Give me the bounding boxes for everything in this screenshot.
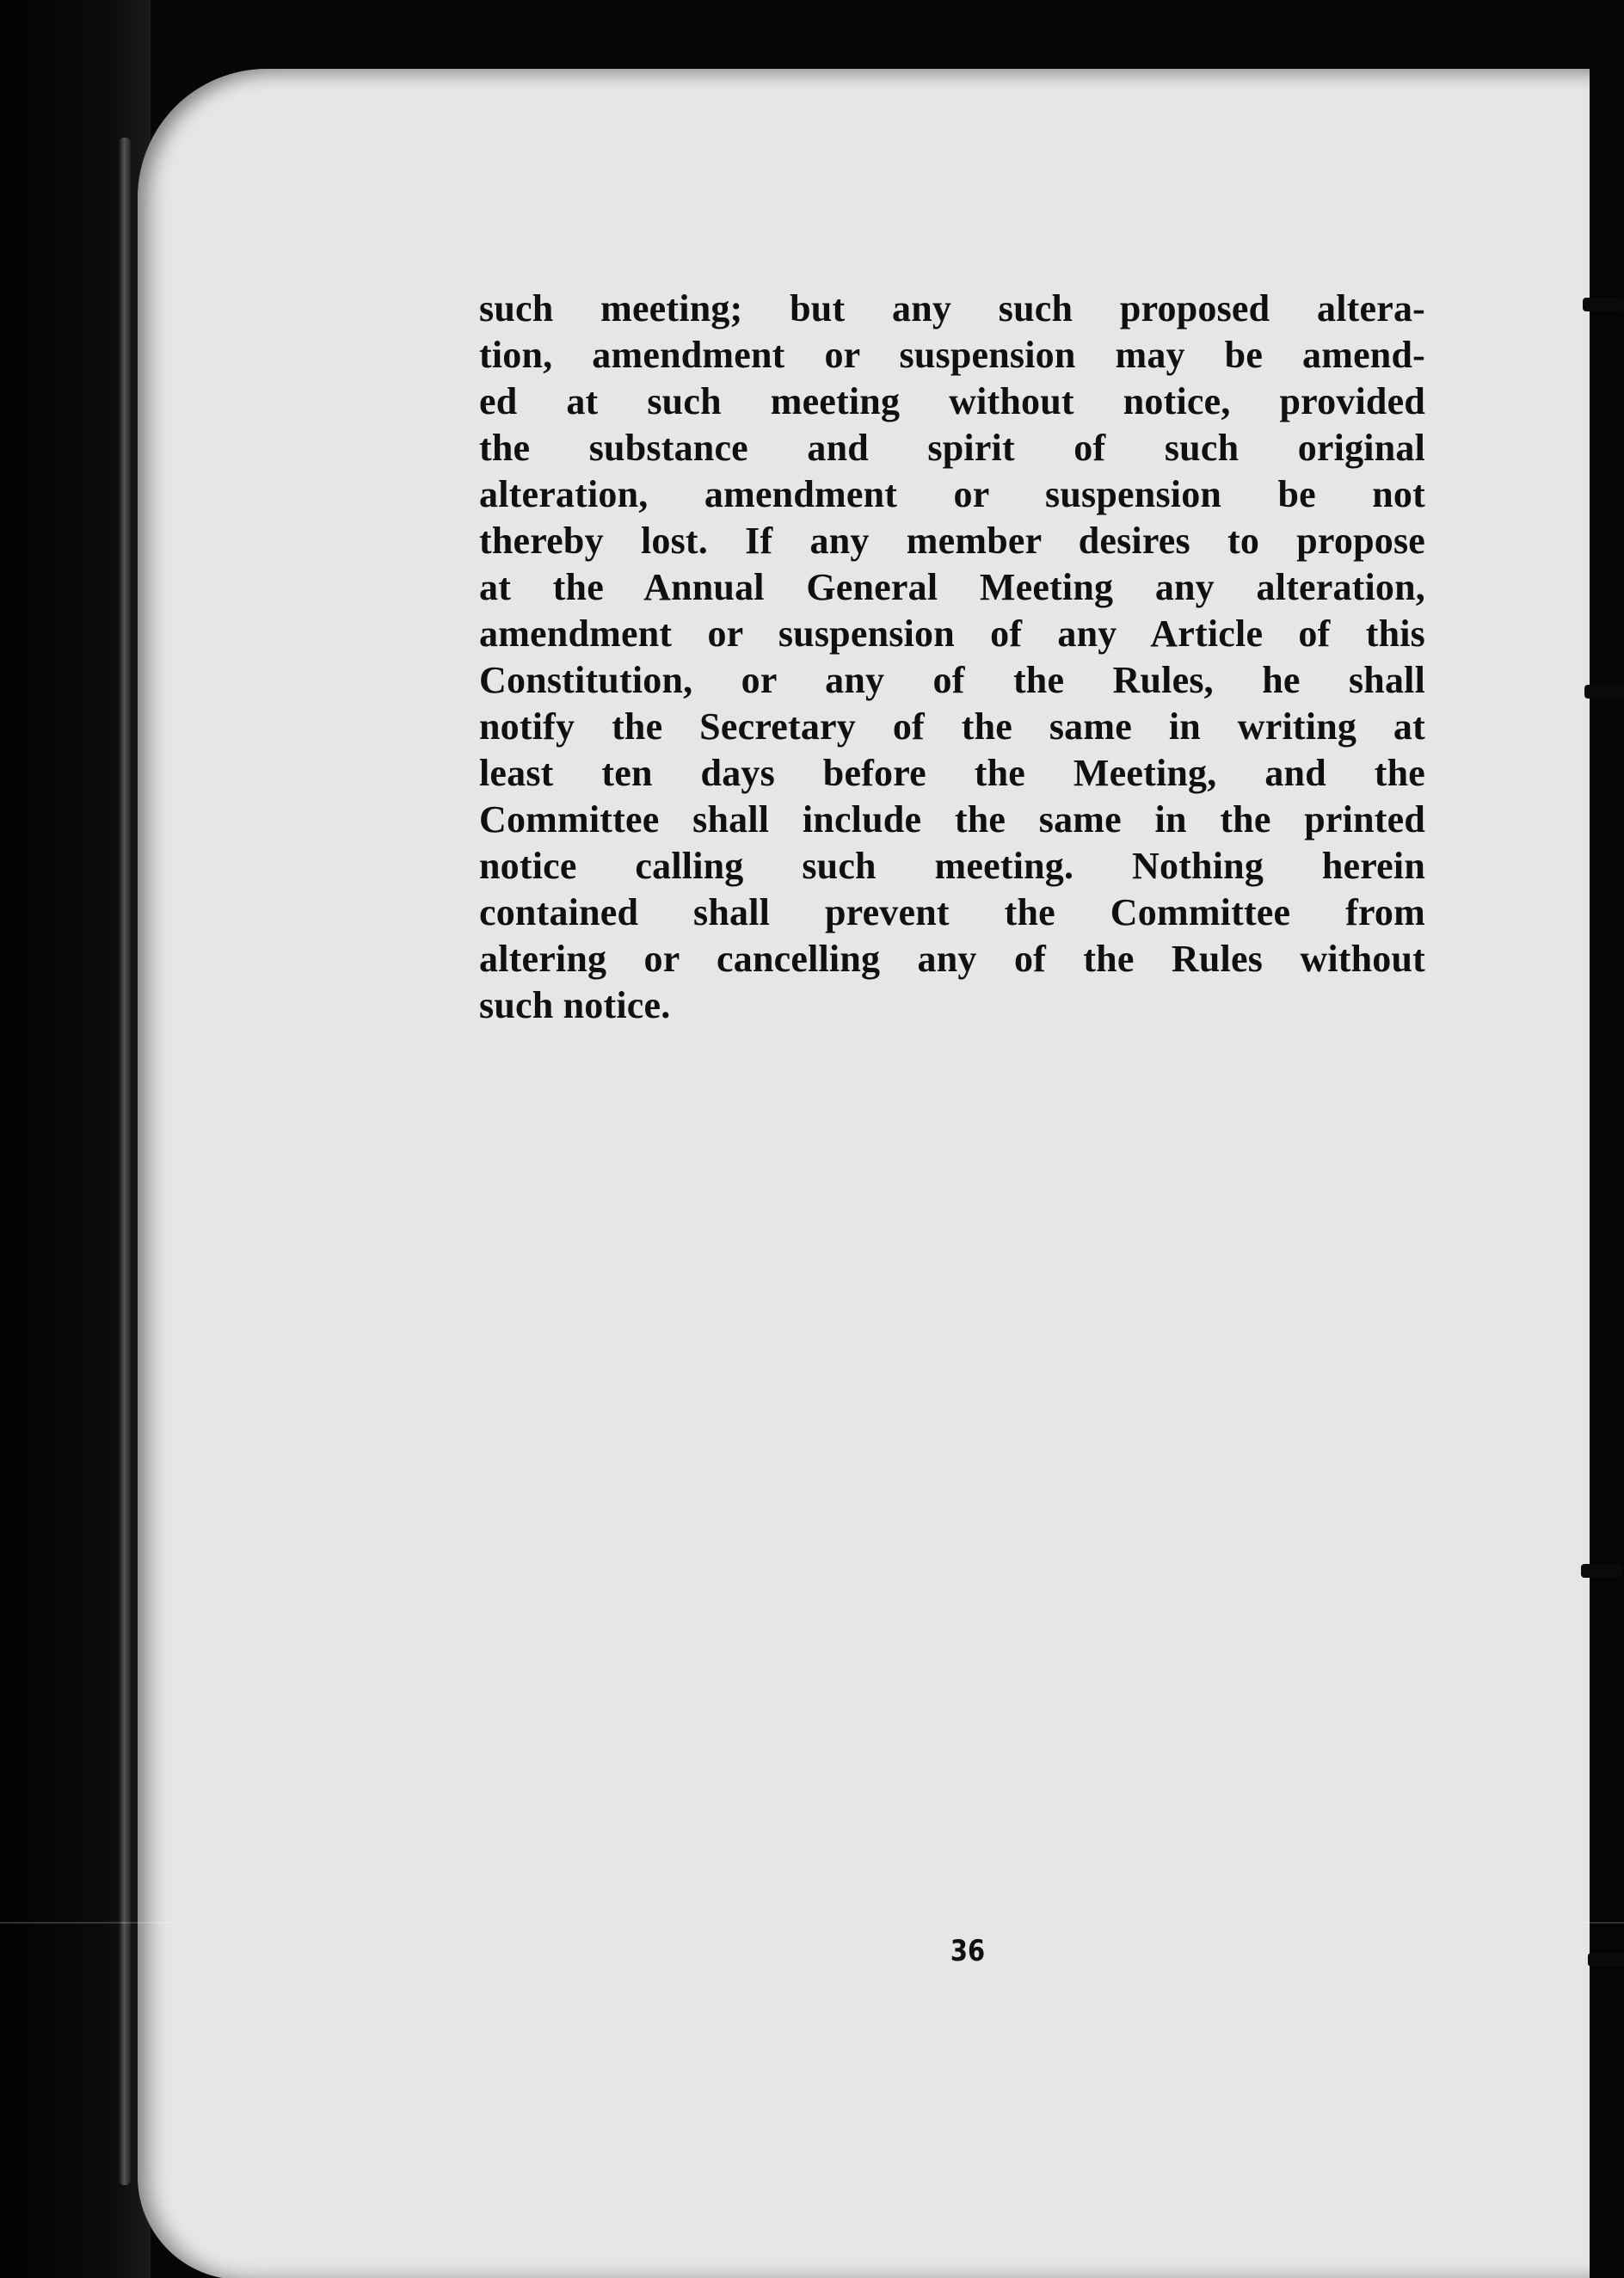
text-line: the substance and spirit of such original xyxy=(479,427,1425,469)
text-line: least ten days before the Meeting, and the xyxy=(479,752,1425,794)
binding-clip-mark xyxy=(1581,1564,1622,1578)
text-line: tion, amendment or suspension may be amend- xyxy=(479,334,1425,376)
scan-artifact-line xyxy=(0,1922,1624,1924)
text-line: such meeting; but any such proposed altera- xyxy=(479,287,1425,329)
spine-edge xyxy=(1590,0,1624,2278)
text-line: Constitution, or any of the Rules, he shall xyxy=(479,659,1425,701)
text-line: notice calling such meeting. Nothing herein xyxy=(479,845,1425,887)
text-line: Committee shall include the same in the printed xyxy=(479,798,1425,840)
text-line: alteration, amendment or suspension be not xyxy=(479,473,1425,515)
text-line: notify the Secretary of the same in writing at xyxy=(479,705,1425,748)
page-number: 36 xyxy=(950,1934,986,1968)
text-line: altering or cancelling any of the Rules without xyxy=(479,938,1425,980)
binding-clip-mark xyxy=(1583,298,1624,311)
text-line: at the Annual General Meeting any alteration, xyxy=(479,566,1425,608)
text-line: such notice. xyxy=(479,984,671,1026)
binding-clip-mark xyxy=(1588,1953,1624,1967)
cover-edge xyxy=(119,138,131,2185)
body-text xyxy=(479,286,1425,1029)
binding-clip-mark xyxy=(1584,685,1624,699)
text-line: amendment or suspension of any Article of this xyxy=(479,613,1425,655)
text-line: thereby lost. If any member desires to propose xyxy=(479,520,1425,562)
text-line: contained shall prevent the Committee from xyxy=(479,891,1425,933)
text-line: ed at such meeting without notice, provided xyxy=(479,380,1425,422)
